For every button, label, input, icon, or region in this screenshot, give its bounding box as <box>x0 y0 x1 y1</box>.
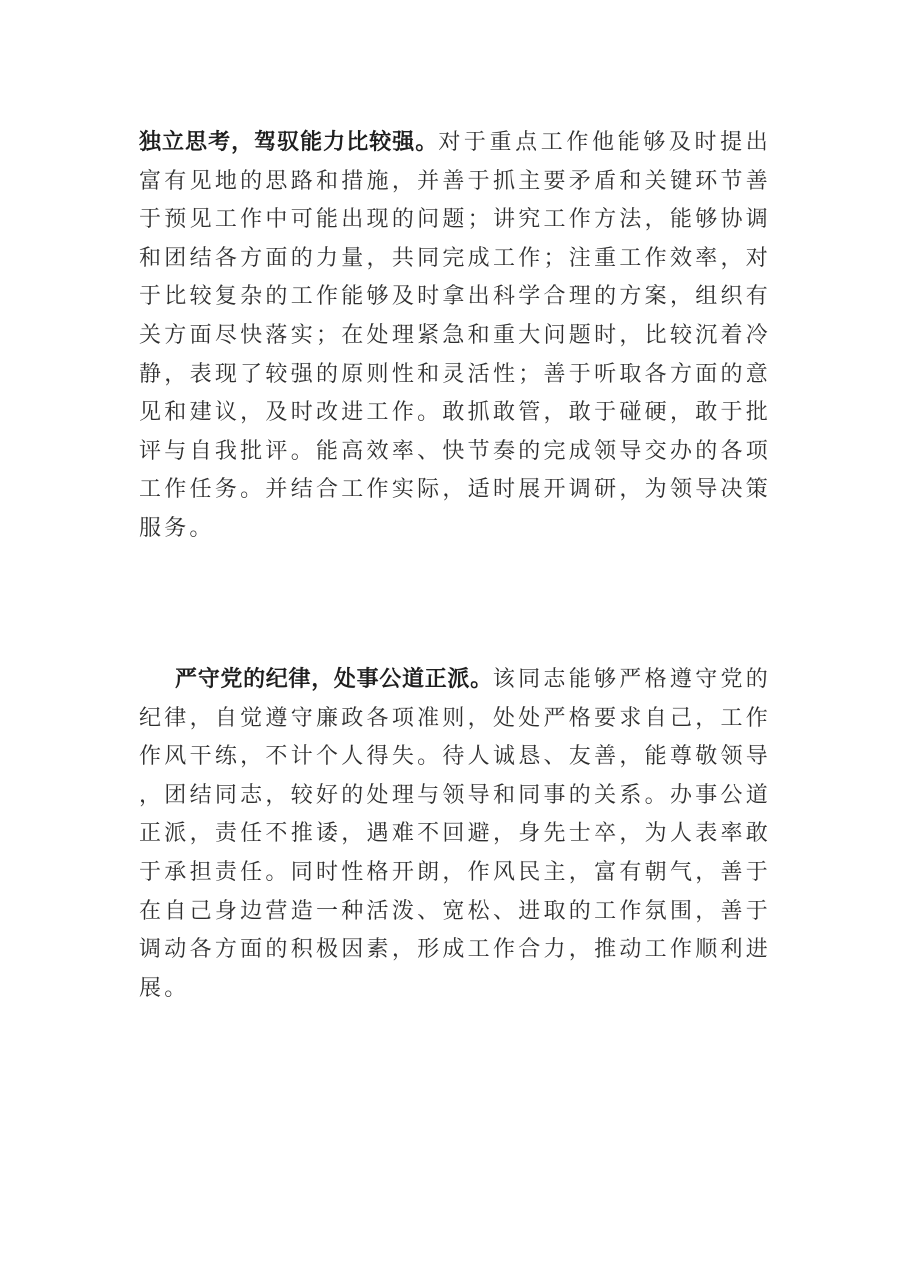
paragraph-body-text: 该同志能够严格遵守党的纪律，自觉遵守廉政各项准则，处处严格要求自己，工作作风干练，不计个人得失。待人诚恳、友善，能尊敬领导，团结同志，较好的处理与领导和同事的关系。办事公道正派，责任不推诿，遇难不回避，身先士卒，为人表率敢于承担责任。同时性格开朗，作风民主，富有朝气，善于在自己身边营造一种活泼、宽松、进取的工作氛围，善于调动各方面的积极因素，形成工作合力，推动工作顺利进展。 <box>139 667 771 1001</box>
paragraph-discipline <box>139 661 771 1008</box>
paragraph-body-text: 对于重点工作他能够及时提出富有见地的思路和措施，并善于抓主要矛盾和关键环节善于预见工作中可能出现的问题；讲究工作方法，能够协调和团结各方面的力量，共同完成工作；注重工作效率，对于比较复杂的工作能够及时拿出科学合理的方案，组织有关方面尽快落实；在处理紧急和重大问题时，比较沉着冷静，表现了较强的原则性和灵活性；善于听取各方面的意见和建议，及时改进工作。敢抓敢管，敢于碰硬，敢于批评与自我批评。能高效率、快节奏的完成领导交办的各项工作任务。并结合工作实际，适时展开调研，为领导决策服务。 <box>139 130 771 541</box>
paragraph-lead-heading: 独立思考，驾驭能力比较强。 <box>139 130 439 155</box>
paragraph-lead-heading: 严守党的纪律，处事公道正派。 <box>175 667 493 692</box>
paragraph-leadership <box>139 124 771 549</box>
